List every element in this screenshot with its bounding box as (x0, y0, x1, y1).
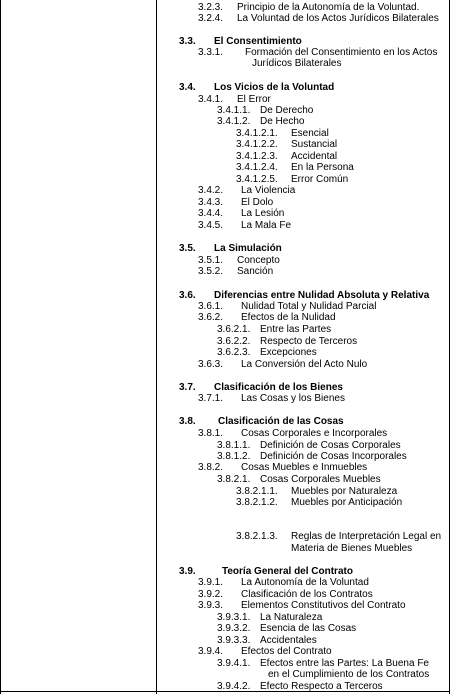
outline-number: 3.4.1.2. (217, 116, 251, 127)
outline-number: 3.8.1. (198, 428, 224, 439)
outline-text: Concepto (237, 255, 280, 266)
outline-number: 3.9.3.2. (217, 623, 251, 634)
outline-number: 3.6.2.1. (217, 324, 251, 335)
outline-text: Principio de la Autonomía de la Voluntad. (237, 2, 420, 13)
outline-text: Cosas Corporales e Incorporales (241, 428, 388, 439)
outline-text: Excepciones (260, 347, 317, 358)
outline-text: Entre las Partes (260, 324, 332, 335)
outline-number: 3.4.1.2.3. (236, 151, 278, 162)
outline-number: 3.4.1.2.1. (236, 128, 278, 139)
outline-text: Efecto Respecto a Terceros (260, 681, 383, 692)
outline-number: 3.8.1.2. (217, 451, 251, 462)
outline-text: Error Común (291, 174, 349, 185)
outline-text: Cosas Corporales Muebles (260, 474, 381, 485)
outline-number: 3.7. (179, 382, 196, 393)
outline-text: En la Persona (291, 162, 354, 173)
outline-number: 3.4.2. (198, 185, 224, 196)
table-border-right (449, 0, 450, 694)
outline-number: 3.2.4. (198, 13, 224, 24)
outline-number: 3.9.4. (198, 646, 224, 657)
outline-number: 3.6.2.2. (217, 336, 251, 347)
outline-text: Definición de Cosas Incorporales (260, 451, 407, 462)
outline-text: Reglas de Interpretación Legal en (291, 531, 442, 542)
outline-number: 3.4.1.1. (217, 105, 251, 116)
outline-number: 3.2.3. (198, 2, 224, 13)
outline-number: 3.8.1.1. (217, 440, 251, 451)
outline-number: 3.9.3. (198, 600, 224, 611)
outline-number: 3.6. (179, 290, 196, 301)
outline-text: El Error (237, 94, 271, 105)
outline-text: Definición de Cosas Corporales (260, 440, 401, 451)
outline-text: Formación del Consentimiento en los Actos (245, 47, 438, 58)
outline-number: 3.3. (179, 36, 196, 47)
outline-number: 3.5. (179, 243, 196, 254)
outline-number: 3.8. (179, 416, 196, 427)
outline-text: De Hecho (260, 116, 305, 127)
outline-number: 3.3.1. (198, 47, 224, 58)
outline-text: La Violencia (241, 185, 296, 196)
outline-text: Clasificación de los Contratos (241, 589, 373, 600)
outline-text: Accidentales (260, 635, 317, 646)
outline-text: Muebles por Anticipación (291, 497, 403, 508)
outline-text: en el Cumplimiento de los Contratos (268, 669, 430, 680)
outline-number: 3.4.1.2.5. (236, 174, 278, 185)
outline-text: Los Vicios de la Voluntad (214, 82, 335, 93)
outline-number: 3.8.2.1.3. (236, 531, 278, 542)
outline-number: 3.9.3.3. (217, 635, 251, 646)
outline-number: 3.8.2. (198, 462, 224, 473)
outline-text: El Consentimiento (214, 36, 302, 47)
outline-number: 3.8.2.1.1. (236, 486, 278, 497)
outline-text: Sustancial (291, 139, 338, 150)
outline-text: Nulidad Total y Nulidad Parcial (241, 301, 377, 312)
outline-number: 3.4.1.2.4. (236, 162, 278, 173)
outline-number: 3.8.2.1.2. (236, 497, 278, 508)
outline-number: 3.9.2. (198, 589, 224, 600)
outline-number: 3.6.3. (198, 359, 224, 370)
outline-number: 3.4.3. (198, 197, 224, 208)
table-border-left (0, 0, 1, 694)
outline-text: Esencia de las Cosas (260, 623, 357, 634)
outline-text: La Naturaleza (260, 612, 323, 623)
outline-number: 3.9.3.1. (217, 612, 251, 623)
outline-text: Materia de Bienes Muebles (291, 543, 413, 554)
outline-text: Jurídicos Bilaterales (252, 58, 342, 69)
outline-text: Muebles por Naturaleza (291, 486, 398, 497)
outline-text: Las Cosas y los Bienes (241, 393, 345, 404)
outline-text: Elementos Constitutivos del Contrato (241, 600, 406, 611)
outline-text: Sanción (237, 266, 274, 277)
outline-text: Accidental (291, 151, 338, 162)
outline-number: 3.6.2.3. (217, 347, 251, 358)
outline-number: 3.4.4. (198, 208, 224, 219)
outline-text: La Simulación (214, 243, 282, 254)
outline-number: 3.6.1. (198, 301, 224, 312)
outline-text: Clasificación de las Cosas (218, 416, 344, 427)
outline-text: Efectos del Contrato (241, 646, 332, 657)
table-column-divider (156, 0, 157, 694)
outline-number: 3.4.1.2.2. (236, 139, 278, 150)
outline-text: La Lesión (241, 208, 285, 219)
outline-text: Efectos de la Nulidad (241, 312, 336, 323)
outline-text: Diferencias entre Nulidad Absoluta y Relativa (214, 290, 430, 301)
outline-text: Esencial (291, 128, 329, 139)
outline-text: Teoría General del Contrato (222, 566, 353, 577)
outline-text: Respecto de Terceros (260, 336, 358, 347)
outline-number: 3.4.1. (198, 94, 224, 105)
outline-text: Cosas Muebles e Inmuebles (241, 462, 368, 473)
outline-text: De Derecho (260, 105, 314, 116)
outline-number: 3.5.2. (198, 266, 224, 277)
outline-number: 3.9.1. (198, 577, 224, 588)
outline-text: Efectos entre las Partes: La Buena Fe (260, 658, 429, 669)
outline-number: 3.9.4.2. (217, 681, 251, 692)
outline-text: La Conversión del Acto Nulo (241, 359, 368, 370)
outline-number: 3.6.2. (198, 312, 224, 323)
outline-text: Clasificación de los Bienes (214, 382, 343, 393)
outline-text: El Dolo (241, 197, 274, 208)
outline-number: 3.9. (179, 566, 196, 577)
outline-number: 3.8.2.1. (217, 474, 251, 485)
outline-text: La Mala Fe (241, 220, 292, 231)
outline-number: 3.4. (179, 82, 196, 93)
outline-number: 3.7.1. (198, 393, 224, 404)
outline-number: 3.9.4.1. (217, 658, 251, 669)
outline-text: La Autonomía de la Voluntad (241, 577, 369, 588)
outline-number: 3.5.1. (198, 255, 224, 266)
outline-text: La Voluntad de los Actos Jurídicos Bilaterales (237, 13, 439, 24)
outline-number: 3.4.5. (198, 220, 224, 231)
